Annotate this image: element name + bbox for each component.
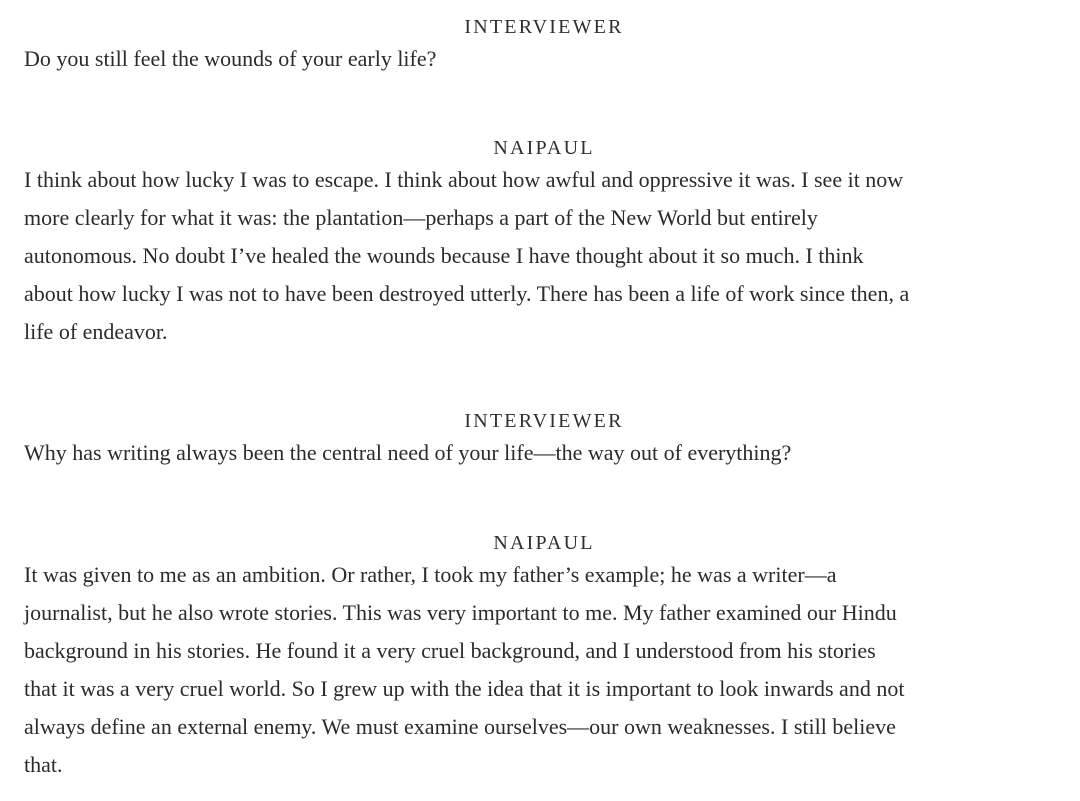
text-line: autonomous. No doubt I’ve healed the wounds because I have thought about it so much. I think xyxy=(24,243,864,268)
speaker-label: INTERVIEWER xyxy=(464,16,624,38)
text-line: life of endeavor. xyxy=(24,319,168,344)
speaker-label: NAIPAUL xyxy=(493,532,595,554)
exchange-answer-2 xyxy=(24,529,1064,784)
text-line: always define an external enemy. We must examine ourselves—our own weaknesses. I still believe xyxy=(24,714,896,739)
text-line: It was given to me as an ambition. Or rather, I took my father’s example; he was a writer—a xyxy=(24,562,837,587)
exchange-answer-1 xyxy=(24,134,1064,351)
text-line: that. xyxy=(24,752,63,777)
exchange-question-1 xyxy=(24,13,1064,78)
text-line: background in his stories. He found it a very cruel background, and I understood from his stories xyxy=(24,638,876,663)
answer-text xyxy=(24,556,1064,784)
text-line: Do you still feel the wounds of your early life? xyxy=(24,46,437,71)
speaker-label: INTERVIEWER xyxy=(464,410,624,432)
text-line: that it was a very cruel world. So I grew up with the idea that it is important to look inwards and not xyxy=(24,676,905,701)
exchange-question-2 xyxy=(24,407,1064,472)
question-text xyxy=(24,434,1064,472)
text-line: journalist, but he also wrote stories. This was very important to me. My father examined our Hindu xyxy=(24,600,897,625)
text-line: more clearly for what it was: the plantation—perhaps a part of the New World but entirely xyxy=(24,205,818,230)
text-line: Why has writing always been the central need of your life—the way out of everything? xyxy=(24,440,792,465)
question-text xyxy=(24,40,1064,78)
text-line: about how lucky I was not to have been destroyed utterly. There has been a life of work since then, a xyxy=(24,281,910,306)
answer-text xyxy=(24,161,1064,351)
speaker-label: NAIPAUL xyxy=(493,137,595,159)
text-line: I think about how lucky I was to escape. I think about how awful and oppressive it was. I see it now xyxy=(24,167,904,192)
